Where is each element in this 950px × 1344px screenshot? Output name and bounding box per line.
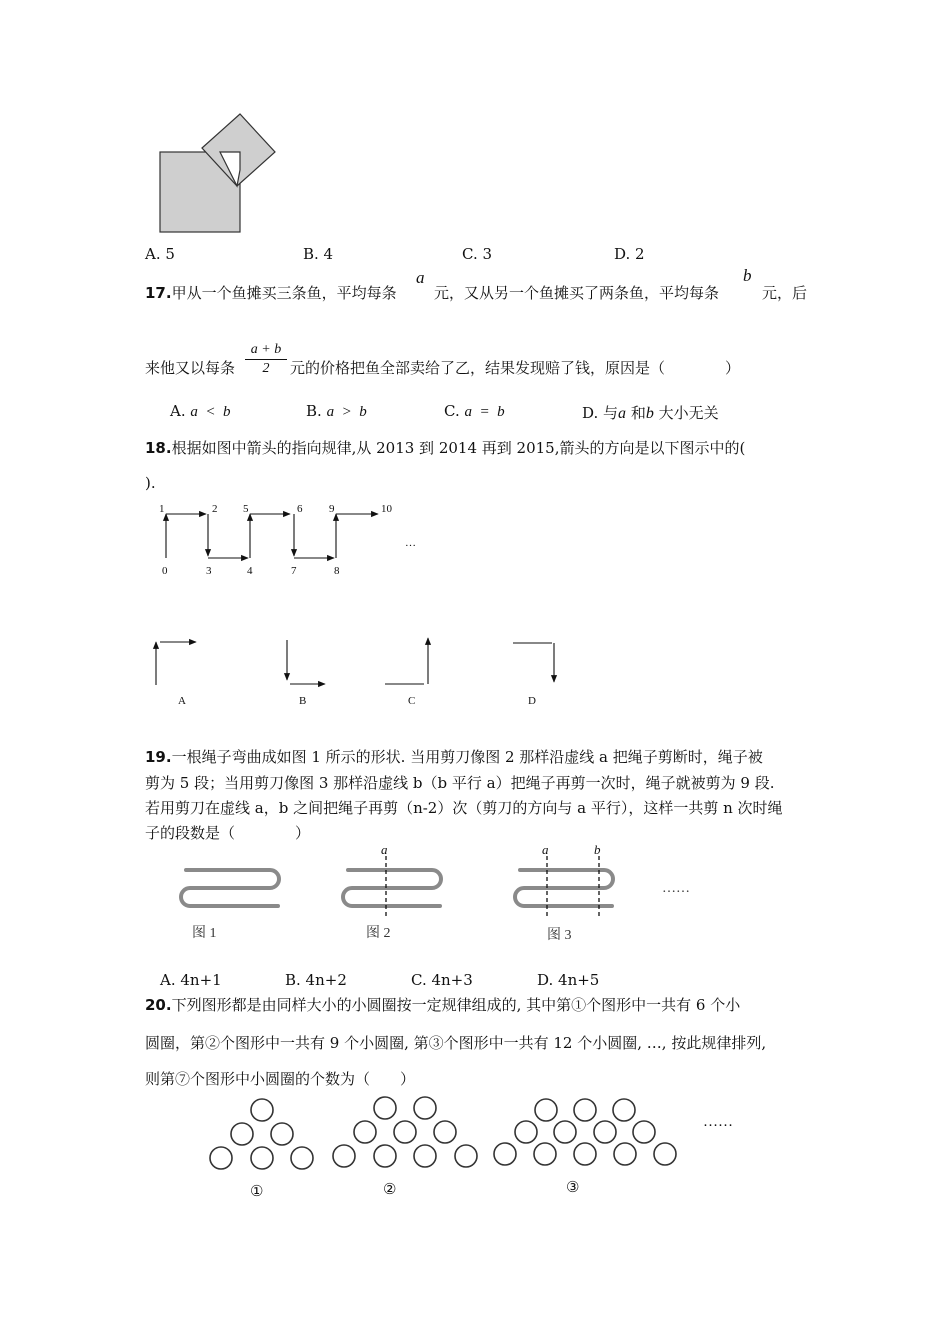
q20-text-1: 下列图形都是由同样大小的小圆圈按一定规律组成的, 其中第①个图形中一共有 6 个小 xyxy=(171,996,741,1014)
q18-text-1: 根据如图中箭头的指向规律,从 2013 到 2014 再到 2015,箭头的方向是以下图示中的( xyxy=(171,439,746,457)
q19-rope-figure xyxy=(170,842,715,952)
q18-choice-a: A xyxy=(178,695,186,707)
q17-line1 xyxy=(145,282,397,303)
q18-choice-d: D xyxy=(528,695,536,707)
seq-label-5: 5 xyxy=(243,503,249,515)
seq-label-7: 7 xyxy=(291,565,297,577)
q18-sequence-figure xyxy=(150,496,420,578)
seq-label-0: 0 xyxy=(162,565,168,577)
q18-choice-c: C xyxy=(408,695,416,707)
q19-text-1: 一根绳子弯曲成如图 1 所示的形状. 当用剪刀像图 2 那样沿虚线 a 把绳子剪断时，绳子被 xyxy=(171,748,763,766)
q17-opt-d-label: D. 与 xyxy=(582,404,619,422)
seq-label-8: 8 xyxy=(334,565,340,577)
q18-choice-b: B xyxy=(299,695,307,707)
q19-option-d: D. 4n+5 xyxy=(537,971,600,989)
q17-opt-d-a: a xyxy=(618,405,627,422)
q17-var-b: b xyxy=(743,266,752,285)
q19-dots: …… xyxy=(662,881,690,896)
q17-opt-c-label: C. xyxy=(444,402,460,420)
q19-option-b: B. 4n+2 xyxy=(285,971,347,989)
q17-number: 17. xyxy=(145,284,172,302)
q17-fraction xyxy=(245,341,287,378)
q17-option-c xyxy=(444,402,505,421)
q17-option-b xyxy=(306,402,367,421)
q17-text-1c: 元，后 xyxy=(762,284,808,302)
q20-fig1-label: ① xyxy=(250,1184,264,1200)
q19-text-2: 剪为 5 段；当用剪刀像图 3 那样沿虚线 b（b 平行 a）把绳子再剪一次时，绳子就被剪为 9 段. xyxy=(145,774,775,792)
q20-dots: …… xyxy=(703,1114,733,1130)
q17-frac-den: 2 xyxy=(245,359,287,378)
q19-text-4: 子的段数是（ ） xyxy=(145,824,311,842)
q20-line1 xyxy=(145,994,740,1015)
q17-opt-d-mid: 和 xyxy=(630,404,646,422)
q19-line1 xyxy=(145,746,763,767)
q17-text-2a: 来他又以每条 xyxy=(145,359,236,377)
q16-option-a: A. 5 xyxy=(145,245,175,263)
q17-text-1b: 元，又从另一个鱼摊买了两条鱼，平均每条 xyxy=(434,284,720,302)
q20-text-3: 则第⑦个图形中小圆圈的个数为（ ） xyxy=(145,1070,416,1088)
seq-label-10: 10 xyxy=(381,503,392,515)
q20-number: 20. xyxy=(145,996,172,1014)
q19-fig1-label: 图 1 xyxy=(192,926,217,941)
q17-option-d xyxy=(582,402,719,423)
q17-option-a xyxy=(170,402,231,421)
q17-var-a: a xyxy=(416,268,425,287)
q17-text-2b: 元的价格把鱼全部卖给了乙，结果发现赔了钱，原因是（ ） xyxy=(290,359,741,377)
q19-fig2-cut-a: a xyxy=(381,842,388,857)
q18-text-2: ). xyxy=(145,474,156,492)
q19-option-a: A. 4n+1 xyxy=(160,971,222,989)
q17-opt-d-end: 大小无关 xyxy=(658,404,719,422)
q19-text-3: 若用剪刀在虚线 a，b 之间把绳子再剪（n-2）次（剪刀的方向与 a 平行），这样一共剪 n 次时绳 xyxy=(145,799,783,817)
q19-fig3-cut-b: b xyxy=(594,842,601,857)
q20-text-2: 圆圈，第②个图形中一共有 9 个小圆圈, 第③个图形中一共有 12 个小圆圈, …, 按此规律排列, xyxy=(145,1034,767,1052)
seq-label-3: 3 xyxy=(206,565,212,577)
seq-label-6: 6 xyxy=(297,503,303,515)
q17-frac-num: a + b xyxy=(250,342,282,357)
q16-squares-figure xyxy=(155,110,285,238)
q18-number: 18. xyxy=(145,439,172,457)
q18-line1 xyxy=(145,437,745,458)
q20-circles-figure xyxy=(205,1092,745,1207)
q16-option-d: D. 2 xyxy=(614,245,645,263)
seq-label-1: 1 xyxy=(159,503,165,515)
seq-label-2: 2 xyxy=(212,503,218,515)
q17-opt-b-expr: a > b xyxy=(326,404,367,420)
q17-opt-a-label: A. xyxy=(170,402,186,420)
q20-fig2-label: ② xyxy=(383,1182,397,1198)
q19-fig3-label: 图 3 xyxy=(547,928,572,943)
q17-opt-a-expr: a < b xyxy=(190,404,231,420)
q19-number: 19. xyxy=(145,748,172,766)
q17-opt-b-label: B. xyxy=(306,402,322,420)
q16-option-c: C. 3 xyxy=(462,245,493,263)
q17-text-1a: 甲从一个鱼摊买三条鱼，平均每条 xyxy=(171,284,397,302)
q19-fig2-label: 图 2 xyxy=(366,926,391,941)
q18-choices-figure xyxy=(140,630,580,710)
q19-fig3-cut-a: a xyxy=(542,842,549,857)
q19-option-c: C. 4n+3 xyxy=(411,971,473,989)
seq-ellipsis: … xyxy=(405,537,416,549)
seq-label-9: 9 xyxy=(329,503,335,515)
q17-opt-d-b: b xyxy=(645,405,654,422)
q16-option-b: B. 4 xyxy=(303,245,334,263)
seq-label-4: 4 xyxy=(247,565,253,577)
q17-opt-c-expr: a = b xyxy=(464,404,505,420)
q20-fig3-label: ③ xyxy=(566,1180,580,1196)
